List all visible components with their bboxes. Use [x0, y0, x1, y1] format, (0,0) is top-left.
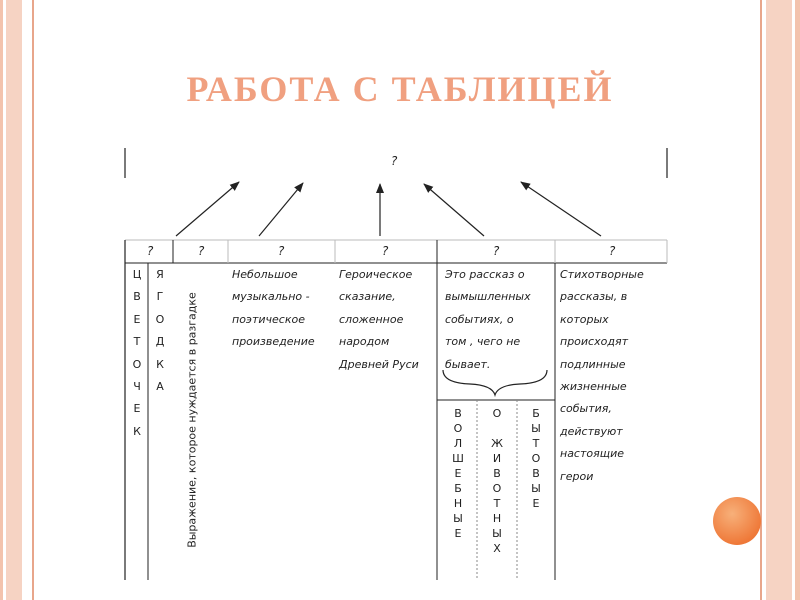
column-3-text: Небольшое музыкально - поэтическое произведение [232, 268, 315, 349]
column-4-text: Героическое сказание, сложенное народом Древней Руси [339, 268, 419, 371]
column-header-3: ? [278, 244, 285, 258]
column-1-letters: Ц В Е Т О Ч Е К [132, 268, 142, 438]
column-header-1: ? [147, 244, 154, 258]
arrow-4 [424, 184, 484, 236]
arrow-5 [521, 182, 601, 236]
column-6-text: Стихотворные рассказы, в которых происходят подлинные жизненные события, действуют настоящие герои [560, 268, 644, 483]
top-header-cell: ? [391, 154, 398, 168]
arrow-2 [259, 183, 303, 236]
column-header-4: ? [382, 244, 389, 258]
orange-circle-decoration [713, 497, 761, 545]
column-2-letters: Я Г О Д К А [155, 268, 165, 394]
column-5-text: Это рассказ о вымышленных событиях, о том , чего не бывает. [445, 268, 531, 371]
slide-title: РАБОТА С ТАБЛИЦЕЙ [186, 69, 614, 109]
column-header-6: ? [609, 244, 616, 258]
sub-column-2: О Ж И В О Т Н Ы Х [491, 407, 503, 555]
sub-column-1: В О Л Ш Е Б Н Ы Е [452, 407, 464, 540]
column-header-5: ? [493, 244, 500, 258]
sub-column-3: Б Ы Т О В Ы Е [531, 407, 541, 510]
arrow-1 [176, 182, 239, 236]
column-2-rotated-text: Выражение, которое нуждается в разгадке [185, 292, 199, 548]
column-header-2: ? [198, 244, 205, 258]
